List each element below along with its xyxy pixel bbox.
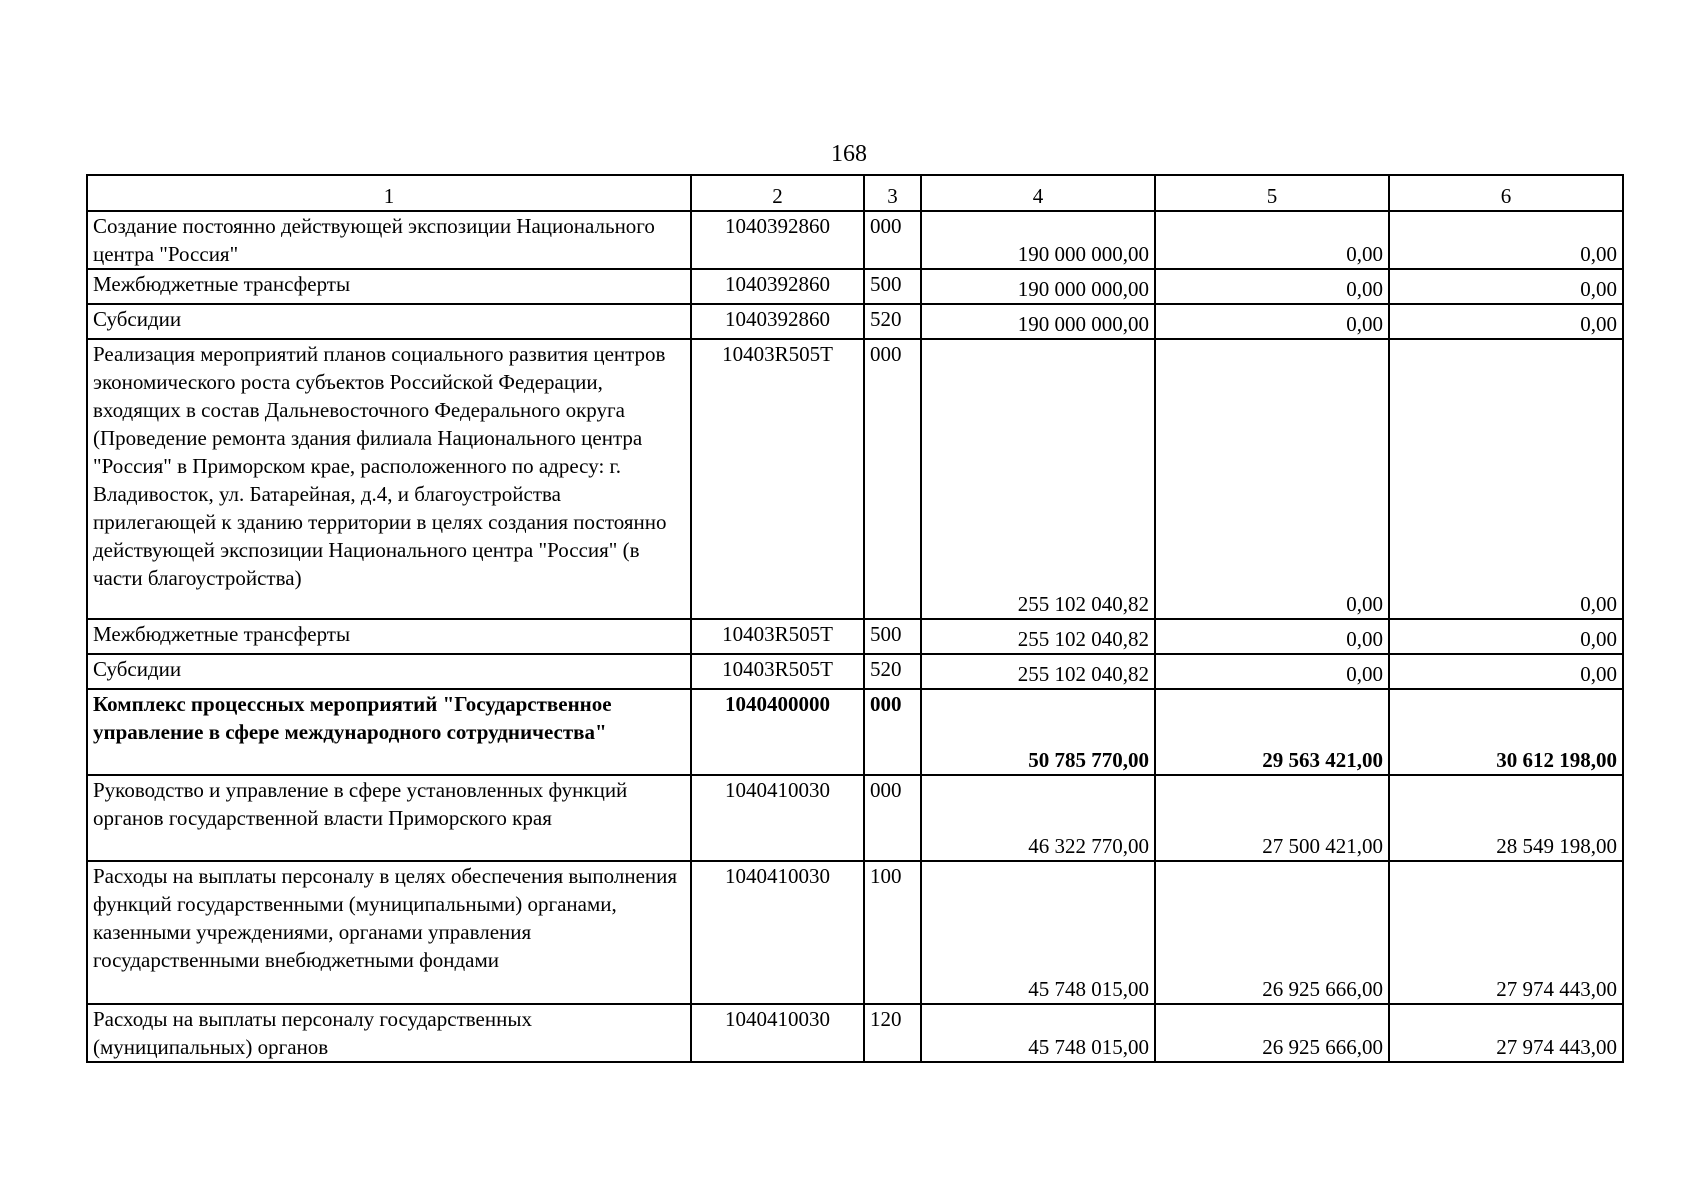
row-name: Создание постоянно действующей экспозиции Национального центра "Россия" xyxy=(87,211,691,269)
table-row xyxy=(87,654,1623,689)
row-target-code: 10403R505T xyxy=(691,654,864,689)
row-expense-type: 120 xyxy=(864,1004,921,1062)
row-name: Расходы на выплаты персоналу государственных (муниципальных) органов xyxy=(87,1004,691,1062)
row-amount-col4: 45 748 015,00 xyxy=(921,861,1155,1004)
row-amount-col5: 0,00 xyxy=(1155,339,1389,619)
row-amount-col5: 29 563 421,00 xyxy=(1155,689,1389,775)
column-header-1: 1 xyxy=(87,175,691,211)
row-amount-col4: 255 102 040,82 xyxy=(921,619,1155,654)
table-row xyxy=(87,689,1623,775)
row-amount-col6: 0,00 xyxy=(1389,654,1623,689)
table-row xyxy=(87,339,1623,619)
column-header-4: 4 xyxy=(921,175,1155,211)
row-amount-col5: 27 500 421,00 xyxy=(1155,775,1389,861)
table-row xyxy=(87,619,1623,654)
row-expense-type: 000 xyxy=(864,775,921,861)
row-target-code: 1040392860 xyxy=(691,304,864,339)
row-amount-col6: 0,00 xyxy=(1389,304,1623,339)
table-row xyxy=(87,269,1623,304)
page-number: 168 xyxy=(831,141,867,167)
row-amount-col5: 0,00 xyxy=(1155,654,1389,689)
row-amount-col4: 50 785 770,00 xyxy=(921,689,1155,775)
row-amount-col5: 26 925 666,00 xyxy=(1155,861,1389,1004)
row-target-code: 1040410030 xyxy=(691,775,864,861)
row-name: Расходы на выплаты персоналу в целях обеспечения выполнения функций государственными (муниципальными) органами, казенными учреждениями, органами управления государственными внебюджетными фондами xyxy=(87,861,691,1004)
column-header-3: 3 xyxy=(864,175,921,211)
row-amount-col4: 255 102 040,82 xyxy=(921,654,1155,689)
row-amount-col4: 255 102 040,82 xyxy=(921,339,1155,619)
row-name: Руководство и управление в сфере установленных функций органов государственной власти Приморского края xyxy=(87,775,691,861)
row-expense-type: 000 xyxy=(864,339,921,619)
row-name: Субсидии xyxy=(87,654,691,689)
row-amount-col4: 46 322 770,00 xyxy=(921,775,1155,861)
row-expense-type: 520 xyxy=(864,654,921,689)
table-row xyxy=(87,1004,1623,1062)
row-target-code: 1040400000 xyxy=(691,689,864,775)
row-amount-col5: 0,00 xyxy=(1155,211,1389,269)
row-amount-col5: 0,00 xyxy=(1155,269,1389,304)
column-header-6: 6 xyxy=(1389,175,1623,211)
row-target-code: 1040392860 xyxy=(691,211,864,269)
row-amount-col6: 27 974 443,00 xyxy=(1389,861,1623,1004)
row-amount-col6: 27 974 443,00 xyxy=(1389,1004,1623,1062)
row-amount-col6: 28 549 198,00 xyxy=(1389,775,1623,861)
row-amount-col4: 190 000 000,00 xyxy=(921,304,1155,339)
row-target-code: 10403R505T xyxy=(691,339,864,619)
row-expense-type: 500 xyxy=(864,619,921,654)
row-amount-col4: 190 000 000,00 xyxy=(921,269,1155,304)
row-amount-col5: 0,00 xyxy=(1155,619,1389,654)
budget-table xyxy=(86,174,1624,1063)
table-row xyxy=(87,775,1623,861)
row-amount-col5: 0,00 xyxy=(1155,304,1389,339)
row-expense-type: 000 xyxy=(864,689,921,775)
table-row xyxy=(87,211,1623,269)
table-row xyxy=(87,304,1623,339)
row-target-code: 10403R505T xyxy=(691,619,864,654)
row-amount-col6: 0,00 xyxy=(1389,339,1623,619)
row-name: Комплекс процессных мероприятий "Государственное управление в сфере международного сотрудничества" xyxy=(87,689,691,775)
row-amount-col6: 0,00 xyxy=(1389,211,1623,269)
column-header-5: 5 xyxy=(1155,175,1389,211)
row-name: Реализация мероприятий планов социального развития центров экономического роста субъектов Российской Федерации, входящих в состав Дальневосточного Федерального округа (Проведение ремонта здания филиала Национального центра "Россия" в Приморском крае, расположенного по адресу: г. Владивосток, ул. Батарейная, д.4, и благоустройства прилегающей к зданию территории в целях создания постоянно действующей экспозиции Национального центра "Россия" (в части благоустройства) xyxy=(87,339,691,619)
row-amount-col6: 30 612 198,00 xyxy=(1389,689,1623,775)
row-target-code: 1040392860 xyxy=(691,269,864,304)
row-target-code: 1040410030 xyxy=(691,861,864,1004)
row-amount-col4: 190 000 000,00 xyxy=(921,211,1155,269)
table-row xyxy=(87,861,1623,1004)
row-expense-type: 520 xyxy=(864,304,921,339)
row-name: Межбюджетные трансферты xyxy=(87,619,691,654)
row-name: Межбюджетные трансферты xyxy=(87,269,691,304)
row-amount-col6: 0,00 xyxy=(1389,269,1623,304)
row-expense-type: 000 xyxy=(864,211,921,269)
row-expense-type: 500 xyxy=(864,269,921,304)
row-amount-col4: 45 748 015,00 xyxy=(921,1004,1155,1062)
row-amount-col5: 26 925 666,00 xyxy=(1155,1004,1389,1062)
row-expense-type: 100 xyxy=(864,861,921,1004)
row-target-code: 1040410030 xyxy=(691,1004,864,1062)
row-amount-col6: 0,00 xyxy=(1389,619,1623,654)
table-header-row xyxy=(87,175,1623,211)
column-header-2: 2 xyxy=(691,175,864,211)
row-name: Субсидии xyxy=(87,304,691,339)
